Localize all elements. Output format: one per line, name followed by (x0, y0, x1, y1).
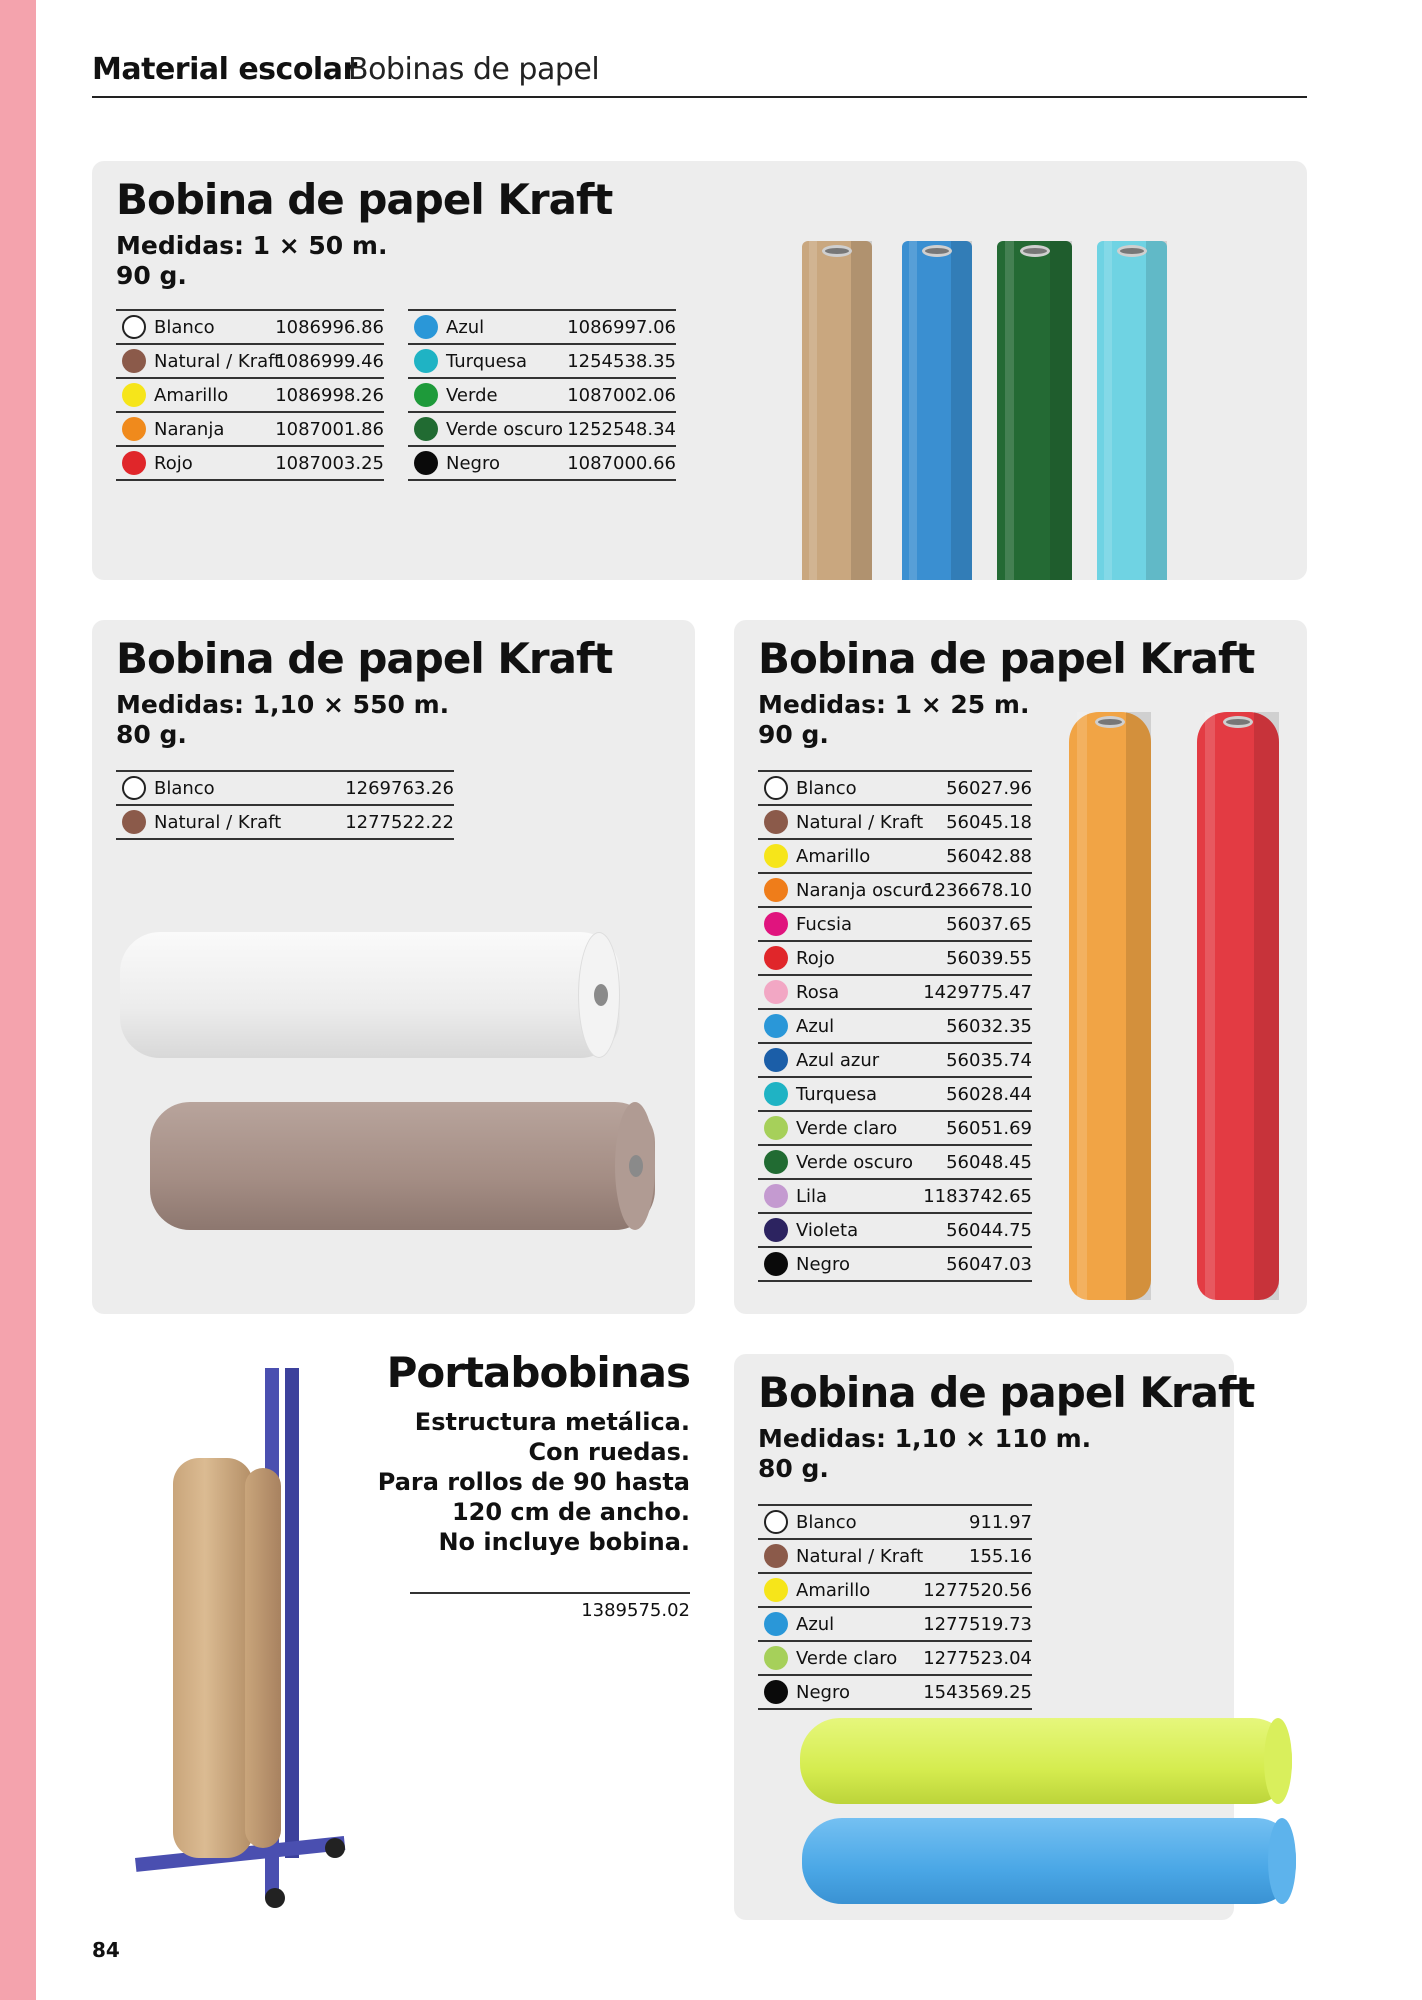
red-roll (1197, 712, 1279, 1300)
page-side-bar (0, 0, 36, 2000)
paper-rolls-image (1069, 712, 1299, 1302)
color-swatch-icon (764, 980, 788, 1004)
product-panel-kraft-110x550 (92, 620, 695, 1314)
color-swatch-icon (122, 383, 146, 407)
color-name: Verde (446, 385, 498, 406)
color-row (758, 1606, 1032, 1640)
color-row (758, 770, 1032, 804)
portabobinas-line: No incluye bobina. (438, 1528, 690, 1556)
page-number: 84 (92, 1938, 120, 1962)
product-code: 1086996.86 (275, 317, 384, 338)
color-row (758, 1246, 1032, 1282)
color-name: Rojo (154, 453, 193, 474)
color-name: Negro (796, 1682, 850, 1703)
color-swatch-icon (764, 1048, 788, 1072)
portabobinas-stand-image (135, 1368, 355, 1923)
color-row (408, 445, 676, 481)
kraft-roll-on-stand (173, 1458, 253, 1858)
subsection-title: Bobinas de papel (348, 52, 600, 87)
color-swatch-icon (764, 1646, 788, 1670)
color-name: Natural / Kraft (796, 812, 924, 833)
turquoise-roll (1097, 241, 1167, 580)
blue-roll (902, 241, 972, 580)
paper-rolls-image (792, 241, 1252, 580)
color-swatch-icon (764, 1014, 788, 1038)
color-swatch-icon (764, 1510, 788, 1534)
color-row (116, 411, 384, 445)
color-swatch-icon (764, 776, 788, 800)
product-size: Medidas: 1,10 × 550 m. (116, 690, 450, 719)
product-code: 1254538.35 (567, 351, 676, 372)
blue-horizontal-roll (802, 1818, 1296, 1904)
color-name: Natural / Kraft (796, 1546, 924, 1567)
color-row (758, 1008, 1032, 1042)
product-code: 56037.65 (946, 914, 1032, 935)
color-swatch-icon (414, 315, 438, 339)
color-row (758, 940, 1032, 974)
color-swatch-icon (764, 1116, 788, 1140)
color-row (758, 838, 1032, 872)
color-row (758, 872, 1032, 906)
color-row (758, 1212, 1032, 1246)
color-swatch-icon (122, 315, 146, 339)
color-name: Rojo (796, 948, 835, 969)
product-code: 1183742.65 (923, 1186, 1032, 1207)
product-code: 1086997.06 (567, 317, 676, 338)
product-title: Bobina de papel Kraft (116, 175, 613, 224)
product-code: 56047.03 (946, 1254, 1032, 1275)
product-code: 56045.18 (946, 812, 1032, 833)
color-swatch-icon (414, 349, 438, 373)
color-row (758, 1076, 1032, 1110)
color-swatch-icon (764, 1082, 788, 1106)
color-row (116, 309, 384, 343)
product-title: Bobina de papel Kraft (758, 1368, 1255, 1417)
portabobinas-line: Para rollos de 90 hasta (377, 1468, 690, 1496)
lime-roll (800, 1718, 1292, 1804)
color-swatch-icon (764, 1612, 788, 1636)
color-swatch-icon (764, 946, 788, 970)
product-panel-kraft-1x50 (92, 161, 1307, 580)
product-title: Bobina de papel Kraft (758, 634, 1255, 683)
product-code: 1236678.10 (923, 880, 1032, 901)
color-swatch-icon (122, 451, 146, 475)
color-name: Azul (796, 1614, 835, 1635)
color-row (758, 1538, 1032, 1572)
color-row (116, 770, 454, 804)
green-roll (997, 241, 1072, 580)
product-code: 56051.69 (946, 1118, 1032, 1139)
color-code-table-left (116, 309, 384, 481)
color-name: Fucsia (796, 914, 853, 935)
product-size: Medidas: 1 × 25 m. (758, 690, 1030, 719)
color-row (758, 1144, 1032, 1178)
product-size: Medidas: 1,10 × 110 m. (758, 1424, 1092, 1453)
portabobinas-info (377, 1348, 690, 1628)
color-swatch-icon (764, 1680, 788, 1704)
color-name: Blanco (154, 317, 215, 338)
color-name: Amarillo (796, 846, 871, 867)
product-code: 155.16 (969, 1546, 1032, 1567)
color-code-table-right (408, 309, 676, 481)
portabobinas-code: 1389575.02 (581, 1600, 690, 1621)
color-row (758, 1674, 1032, 1710)
product-code: 56032.35 (946, 1016, 1032, 1037)
color-code-table (758, 1504, 1032, 1710)
product-code: 56028.44 (946, 1084, 1032, 1105)
color-name: Verde oscuro (796, 1152, 914, 1173)
color-name: Negro (446, 453, 500, 474)
color-swatch-icon (414, 383, 438, 407)
color-name: Azul azur (796, 1050, 880, 1071)
portabobinas-line: Con ruedas. (528, 1438, 690, 1466)
color-swatch-icon (414, 451, 438, 475)
color-name: Naranja (154, 419, 225, 440)
color-swatch-icon (122, 417, 146, 441)
product-code: 56027.96 (946, 778, 1032, 799)
color-name: Amarillo (796, 1580, 871, 1601)
product-code: 1277522.22 (345, 812, 454, 833)
color-name: Blanco (154, 778, 215, 799)
product-code: 1277523.04 (923, 1648, 1032, 1669)
color-code-table (758, 770, 1032, 1282)
color-name: Lila (796, 1186, 828, 1207)
product-code: 1269763.26 (345, 778, 454, 799)
portabobinas-divider (410, 1592, 690, 1594)
product-weight: 90 g. (116, 261, 187, 290)
product-code: 56042.88 (946, 846, 1032, 867)
color-row (758, 1178, 1032, 1212)
stand-wheel (325, 1838, 345, 1858)
color-row (116, 445, 384, 481)
color-swatch-icon (764, 1218, 788, 1242)
color-row (758, 1042, 1032, 1076)
color-swatch-icon (764, 844, 788, 868)
product-code: 56035.74 (946, 1050, 1032, 1071)
product-weight: 80 g. (116, 720, 187, 749)
color-swatch-icon (764, 1252, 788, 1276)
color-row (408, 377, 676, 411)
color-row (408, 343, 676, 377)
product-code: 911.97 (969, 1512, 1032, 1533)
color-name: Rosa (796, 982, 840, 1003)
stand-frame (285, 1368, 299, 1858)
color-swatch-icon (764, 912, 788, 936)
portabobinas-line: Estructura metálica. (414, 1408, 690, 1436)
product-code: 1277519.73 (923, 1614, 1032, 1635)
color-row (408, 411, 676, 445)
color-swatch-icon (764, 878, 788, 902)
white-roll (120, 932, 620, 1058)
color-swatch-icon (764, 1184, 788, 1208)
kraft-roll-on-stand (245, 1468, 281, 1848)
color-swatch-icon (764, 1544, 788, 1568)
color-swatch-icon (764, 810, 788, 834)
section-title: Material escolar (92, 52, 357, 87)
kraft-roll (802, 241, 872, 580)
color-swatch-icon (764, 1150, 788, 1174)
color-row (758, 1504, 1032, 1538)
color-row (116, 343, 384, 377)
product-code: 1086998.26 (275, 385, 384, 406)
color-name: Azul (446, 317, 485, 338)
color-row (758, 1640, 1032, 1674)
portabobinas-title: Portabobinas (386, 1348, 690, 1397)
product-code: 1429775.47 (923, 982, 1032, 1003)
color-name: Natural / Kraft (154, 812, 282, 833)
color-swatch-icon (122, 349, 146, 373)
product-code: 56048.45 (946, 1152, 1032, 1173)
color-swatch-icon (122, 776, 146, 800)
product-code: 56039.55 (946, 948, 1032, 969)
product-code: 1087001.86 (275, 419, 384, 440)
horizontal-rolls-image (120, 932, 680, 1262)
color-name: Verde oscuro (446, 419, 564, 440)
color-row (758, 974, 1032, 1008)
orange-roll (1069, 712, 1151, 1300)
product-code: 1087000.66 (567, 453, 676, 474)
color-name: Turquesa (796, 1084, 878, 1105)
color-row (116, 377, 384, 411)
color-name: Negro (796, 1254, 850, 1275)
horizontal-rolls-image (800, 1718, 1300, 1903)
product-code: 1087002.06 (567, 385, 676, 406)
color-row (116, 804, 454, 840)
kraft-horizontal-roll (150, 1102, 655, 1230)
color-name: Verde claro (796, 1648, 898, 1669)
portabobinas-line: 120 cm de ancho. (451, 1498, 690, 1526)
color-row (758, 804, 1032, 838)
color-name: Natural / Kraft (154, 351, 282, 372)
page-header (92, 52, 1307, 98)
product-code: 1252548.34 (567, 419, 676, 440)
color-row (758, 1110, 1032, 1144)
stand-wheel (265, 1888, 285, 1908)
color-swatch-icon (122, 810, 146, 834)
color-swatch-icon (764, 1578, 788, 1602)
product-code: 56044.75 (946, 1220, 1032, 1241)
color-name: Azul (796, 1016, 835, 1037)
product-title: Bobina de papel Kraft (116, 634, 613, 683)
color-name: Verde claro (796, 1118, 898, 1139)
color-row (758, 906, 1032, 940)
product-panel-kraft-1x25 (734, 620, 1307, 1314)
color-row (408, 309, 676, 343)
color-name: Naranja oscuro (796, 880, 932, 901)
product-code: 1086999.46 (275, 351, 384, 372)
color-name: Violeta (796, 1220, 859, 1241)
product-weight: 80 g. (758, 1454, 829, 1483)
color-swatch-icon (414, 417, 438, 441)
color-name: Turquesa (446, 351, 528, 372)
color-code-table (116, 770, 454, 840)
color-name: Blanco (796, 1512, 857, 1533)
color-name: Amarillo (154, 385, 229, 406)
color-name: Blanco (796, 778, 857, 799)
product-size: Medidas: 1 × 50 m. (116, 231, 388, 260)
color-row (758, 1572, 1032, 1606)
product-weight: 90 g. (758, 720, 829, 749)
product-code: 1277520.56 (923, 1580, 1032, 1601)
product-code: 1543569.25 (923, 1682, 1032, 1703)
product-code: 1087003.25 (275, 453, 384, 474)
